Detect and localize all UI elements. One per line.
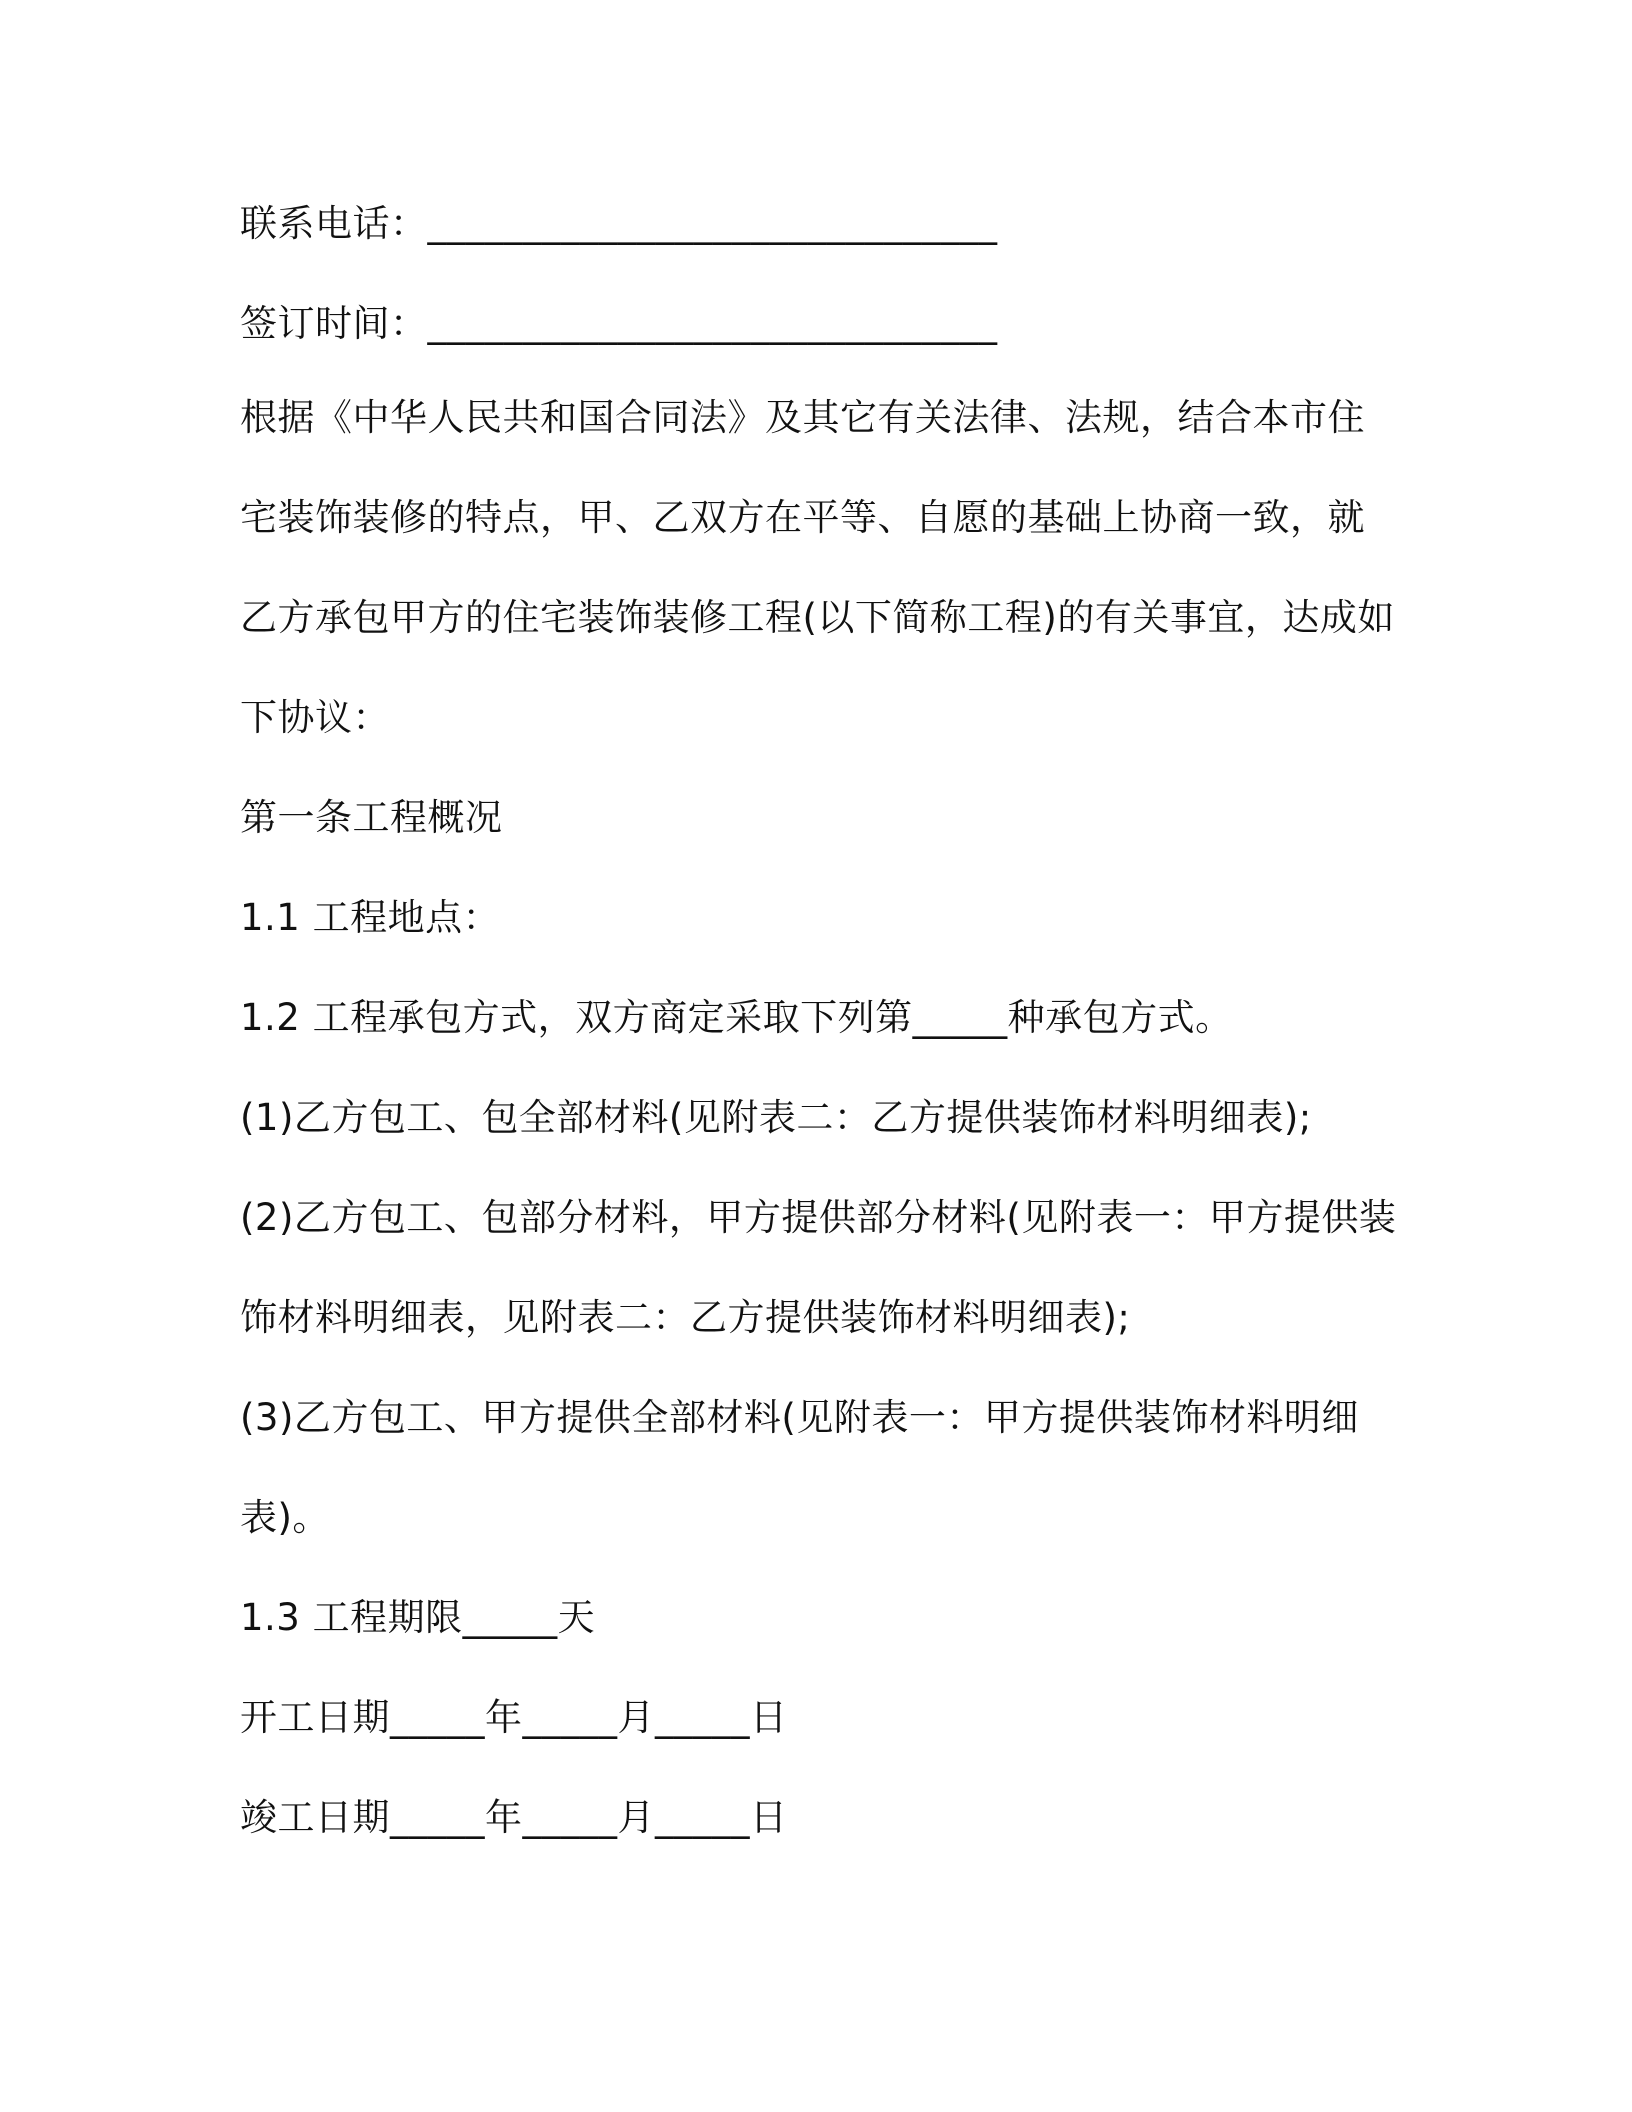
option-2-line-2: 饰材料明细表，见附表二：乙方提供装饰材料明细表); [240,1296,1131,1339]
start-date-line: 开工日期_____年_____月_____日 [240,1696,788,1739]
clause-1-1: 1.1 工程地点： [240,896,501,939]
completion-date-line: 竣工日期_____年_____月_____日 [240,1796,788,1839]
clause-1-3: 1.3 工程期限_____天 [240,1596,596,1639]
preamble-line-4: 下协议： [240,696,390,739]
preamble-line-3: 乙方承包甲方的住宅装饰装修工程(以下简称工程)的有关事宜，达成如 [240,596,1395,639]
preamble-line-1: 根据《中华人民共和国合同法》及其它有关法律、法规，结合本市住 [240,396,1365,439]
article-1-heading: 第一条工程概况 [240,796,503,839]
option-3-line-1: (3)乙方包工、甲方提供全部材料(见附表一：甲方提供装饰材料明细 [240,1396,1359,1439]
preamble-line-2: 宅装饰装修的特点，甲、乙双方在平等、自愿的基础上协商一致，就 [240,496,1365,539]
option-3-line-2: 表)。 [240,1496,330,1539]
option-2-line-1: (2)乙方包工、包部分材料，甲方提供部分材料(见附表一：甲方提供装 [240,1196,1397,1239]
signing-time-line: 签订时间：______________________________ [240,302,998,345]
option-1: (1)乙方包工、包全部材料(见附表二：乙方提供装饰材料明细表); [240,1096,1312,1139]
contact-phone-line: 联系电话：______________________________ [240,202,998,245]
clause-1-2: 1.2 工程承包方式，双方商定采取下列第_____种承包方式。 [240,996,1233,1039]
